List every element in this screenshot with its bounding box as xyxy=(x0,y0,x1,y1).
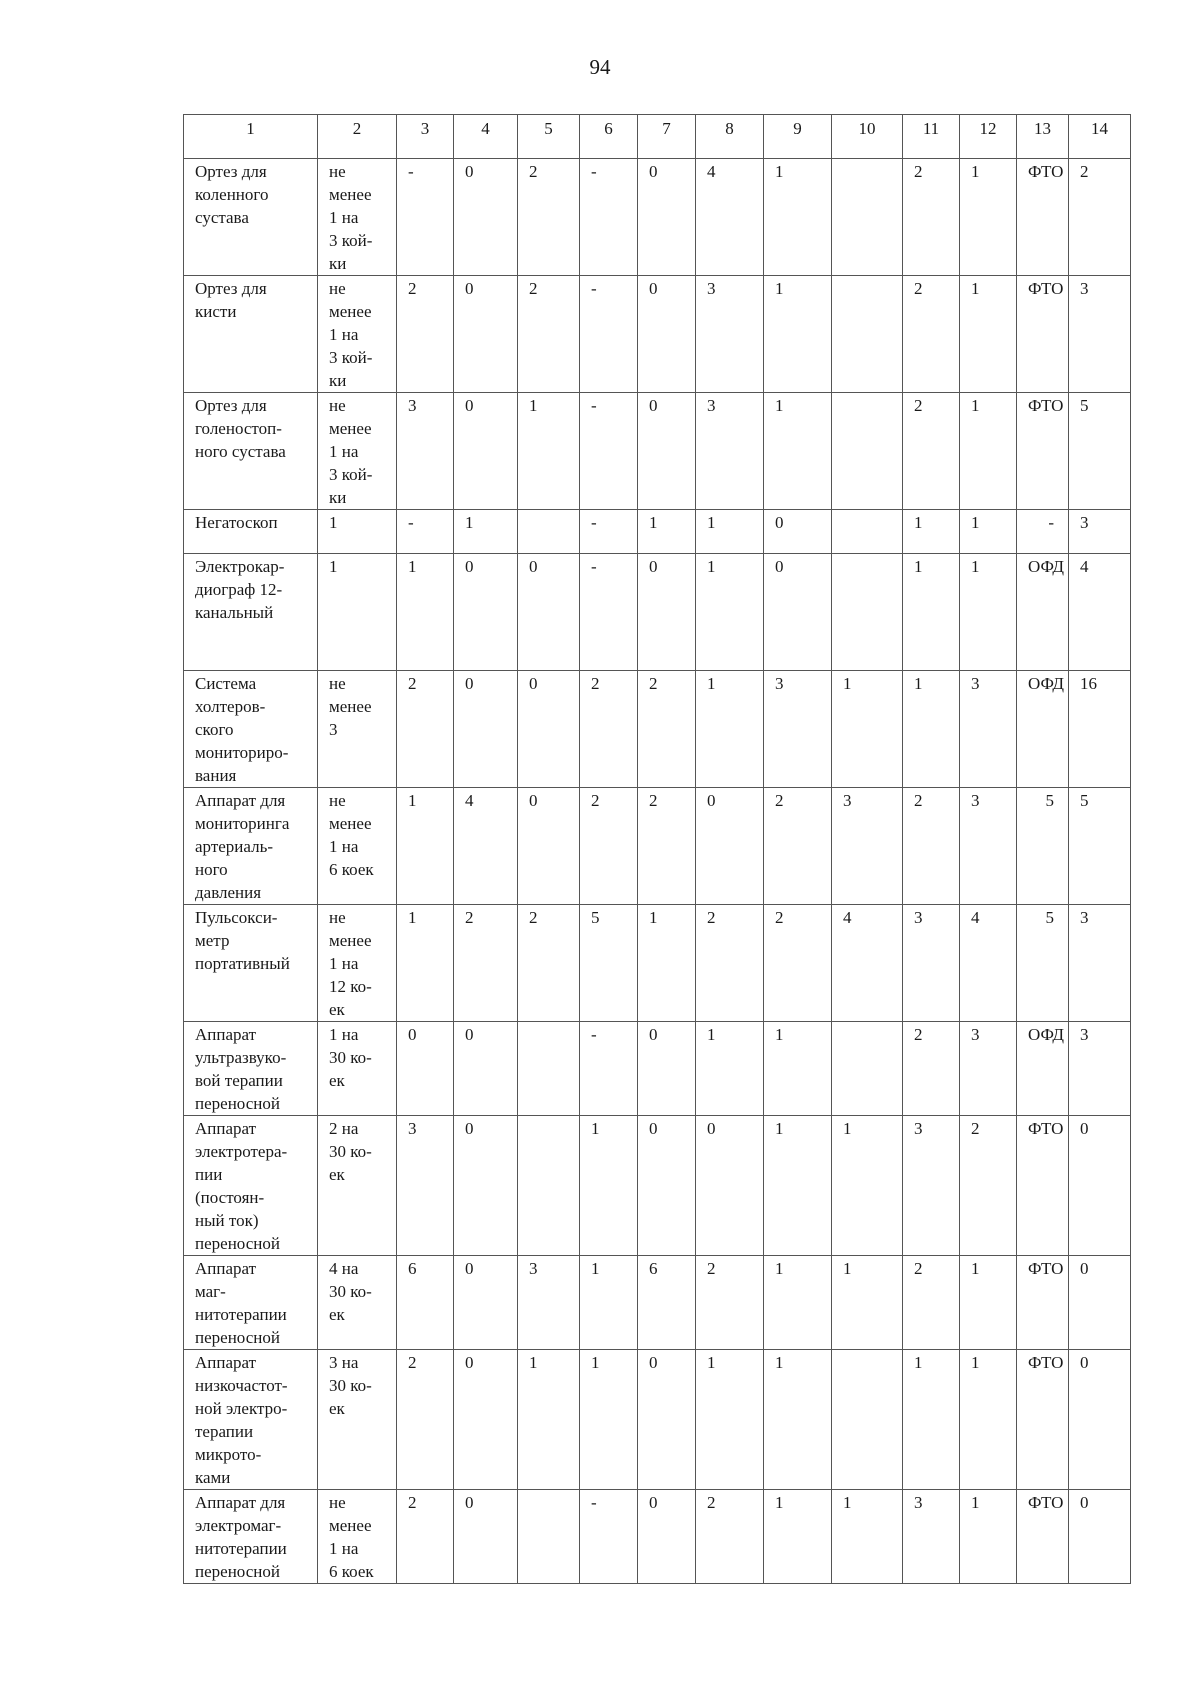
column-header: 12 xyxy=(960,115,1017,159)
table-cell: 0 xyxy=(696,788,764,905)
table-cell: 2 xyxy=(764,788,832,905)
table-cell: 2 xyxy=(960,1116,1017,1256)
table-cell: 2 xyxy=(454,905,518,1022)
table-cell: 1 xyxy=(960,159,1017,276)
table-cell: 1 xyxy=(903,554,960,671)
equipment-quantity: 3 на 30 ко- ек xyxy=(318,1350,397,1490)
table-cell: 1 xyxy=(960,276,1017,393)
table-cell: 3 xyxy=(903,1116,960,1256)
table-cell: 0 xyxy=(397,1022,454,1116)
table-cell: 0 xyxy=(518,788,580,905)
table-cell xyxy=(832,1350,903,1490)
table-cell: 2 xyxy=(696,905,764,1022)
table-cell: 2 xyxy=(903,788,960,905)
table-cell: 1 xyxy=(960,393,1017,510)
table-cell: 2 xyxy=(696,1490,764,1584)
table-cell: 1 xyxy=(518,1350,580,1490)
column-header: 3 xyxy=(397,115,454,159)
table-cell: 1 xyxy=(960,554,1017,671)
equipment-name: Система холтеров- ского мониториро- вания xyxy=(184,671,318,788)
table-cell: 0 xyxy=(638,554,696,671)
table-cell: 1 xyxy=(832,1256,903,1350)
column-header: 4 xyxy=(454,115,518,159)
table-cell: 1 xyxy=(764,1116,832,1256)
table-row xyxy=(184,276,1131,393)
table-cell: ОФД xyxy=(1017,671,1069,788)
equipment-name: Электрокар- диограф 12- канальный xyxy=(184,554,318,671)
table-cell: 0 xyxy=(454,276,518,393)
table-cell: 2 xyxy=(903,276,960,393)
table-cell: - xyxy=(397,510,454,554)
table-cell: 1 xyxy=(764,276,832,393)
table-cell: 3 xyxy=(1069,905,1131,1022)
table-cell: 1 xyxy=(696,671,764,788)
table-cell: 1 xyxy=(764,1490,832,1584)
table-cell: 0 xyxy=(1069,1350,1131,1490)
table-cell xyxy=(832,393,903,510)
table-cell: 0 xyxy=(638,393,696,510)
table-cell: 3 xyxy=(397,393,454,510)
table-cell: 0 xyxy=(638,1490,696,1584)
table-cell: - xyxy=(1017,510,1069,554)
equipment-quantity: 1 xyxy=(318,510,397,554)
column-header: 8 xyxy=(696,115,764,159)
equipment-name: Аппарат для мониторинга артериаль- ного давления xyxy=(184,788,318,905)
table-cell xyxy=(832,1022,903,1116)
table-cell: 1 xyxy=(764,1022,832,1116)
table-cell xyxy=(832,159,903,276)
equipment-quantity: не менее 1 на 3 кой- ки xyxy=(318,393,397,510)
page-number: 94 xyxy=(589,55,611,79)
table-cell: 3 xyxy=(696,393,764,510)
column-header: 11 xyxy=(903,115,960,159)
table-row xyxy=(184,554,1131,671)
column-header: 5 xyxy=(518,115,580,159)
table-cell: 5 xyxy=(1017,905,1069,1022)
table-cell: 1 xyxy=(764,1256,832,1350)
table-cell xyxy=(518,1022,580,1116)
table-cell: 2 xyxy=(903,393,960,510)
table-cell: 3 xyxy=(903,1490,960,1584)
table-cell: - xyxy=(580,393,638,510)
table-row xyxy=(184,788,1131,905)
table-cell xyxy=(518,510,580,554)
table-cell: - xyxy=(580,554,638,671)
table-header-row xyxy=(184,115,1131,159)
equipment-name: Негатоскоп xyxy=(184,510,318,554)
table-cell xyxy=(518,1490,580,1584)
table-cell: 0 xyxy=(696,1116,764,1256)
table-cell: 0 xyxy=(454,159,518,276)
equipment-quantity: не менее 1 на 12 ко- ек xyxy=(318,905,397,1022)
table-cell: 4 xyxy=(960,905,1017,1022)
table-cell: 0 xyxy=(638,276,696,393)
table-cell: 3 xyxy=(397,1116,454,1256)
column-header: 1 xyxy=(184,115,318,159)
table-row xyxy=(184,1116,1131,1256)
table-cell: 1 xyxy=(638,510,696,554)
table-cell: 0 xyxy=(454,1116,518,1256)
table-row xyxy=(184,1256,1131,1350)
table-cell: 3 xyxy=(903,905,960,1022)
table-cell: 2 xyxy=(397,1490,454,1584)
table-cell: 3 xyxy=(696,276,764,393)
table-cell: 1 xyxy=(960,1490,1017,1584)
table-cell: 1 xyxy=(903,1350,960,1490)
table-cell: 1 xyxy=(903,671,960,788)
table-cell: 6 xyxy=(397,1256,454,1350)
table-cell: 2 xyxy=(518,159,580,276)
table-cell: 5 xyxy=(1017,788,1069,905)
table-cell: 0 xyxy=(764,510,832,554)
table-cell: 1 xyxy=(397,554,454,671)
table-cell: 2 xyxy=(903,1022,960,1116)
table-cell: 1 xyxy=(764,393,832,510)
table-cell: 5 xyxy=(1069,788,1131,905)
table-cell: ФТО xyxy=(1017,159,1069,276)
table-row xyxy=(184,1022,1131,1116)
table-cell: 6 xyxy=(638,1256,696,1350)
table-cell: 0 xyxy=(1069,1256,1131,1350)
equipment-quantity: 1 xyxy=(318,554,397,671)
table-cell xyxy=(518,1116,580,1256)
equipment-name: Ортез для кисти xyxy=(184,276,318,393)
table-cell: 3 xyxy=(1069,510,1131,554)
table-cell: 2 xyxy=(580,671,638,788)
table-cell: 2 xyxy=(580,788,638,905)
equipment-name: Аппарат электротера- пии (постоян- ный ток) переносной xyxy=(184,1116,318,1256)
table-cell: 2 xyxy=(638,788,696,905)
column-header: 7 xyxy=(638,115,696,159)
table-cell: 1 xyxy=(518,393,580,510)
table-cell: 16 xyxy=(1069,671,1131,788)
table-cell: ОФД xyxy=(1017,1022,1069,1116)
equipment-quantity: не менее 1 на 3 кой- ки xyxy=(318,159,397,276)
column-header: 10 xyxy=(832,115,903,159)
column-header: 6 xyxy=(580,115,638,159)
table-cell: 2 xyxy=(518,276,580,393)
table-cell: 2 xyxy=(1069,159,1131,276)
table-cell: 0 xyxy=(454,1022,518,1116)
table-cell: 0 xyxy=(518,671,580,788)
table-cell: 2 xyxy=(397,276,454,393)
table-cell: 5 xyxy=(580,905,638,1022)
equipment-quantity: 2 на 30 ко- ек xyxy=(318,1116,397,1256)
table-cell: 0 xyxy=(638,1116,696,1256)
table-row xyxy=(184,393,1131,510)
equipment-table xyxy=(183,114,1131,1584)
table-cell: 3 xyxy=(960,671,1017,788)
table-cell: 2 xyxy=(764,905,832,1022)
equipment-name: Пульсокси- метр портативный xyxy=(184,905,318,1022)
table-cell: 0 xyxy=(454,554,518,671)
equipment-name: Аппарат маг- нитотерапии переносной xyxy=(184,1256,318,1350)
equipment-quantity: не менее 3 xyxy=(318,671,397,788)
table-cell: 4 xyxy=(1069,554,1131,671)
table-cell: 4 xyxy=(696,159,764,276)
table-cell: 0 xyxy=(454,1256,518,1350)
table-cell: 3 xyxy=(1069,1022,1131,1116)
column-header: 9 xyxy=(764,115,832,159)
table-cell: ФТО xyxy=(1017,393,1069,510)
table-row xyxy=(184,671,1131,788)
table-cell: 1 xyxy=(696,1350,764,1490)
table-cell: 3 xyxy=(518,1256,580,1350)
table-cell: 3 xyxy=(1069,276,1131,393)
table-cell: 2 xyxy=(696,1256,764,1350)
table-cell: 1 xyxy=(764,159,832,276)
table-cell: 0 xyxy=(638,1350,696,1490)
table-cell: 1 xyxy=(960,1256,1017,1350)
table-cell: 2 xyxy=(518,905,580,1022)
table-cell: 0 xyxy=(518,554,580,671)
table-cell: 0 xyxy=(454,1350,518,1490)
table-cell: 0 xyxy=(454,1490,518,1584)
table-cell: 3 xyxy=(960,788,1017,905)
table-cell: 0 xyxy=(454,393,518,510)
table-cell: 1 xyxy=(580,1256,638,1350)
table-row xyxy=(184,905,1131,1022)
table-row xyxy=(184,1490,1131,1584)
table-cell: 1 xyxy=(696,554,764,671)
column-header: 2 xyxy=(318,115,397,159)
table-cell: 1 xyxy=(696,510,764,554)
table-cell: 1 xyxy=(397,788,454,905)
equipment-quantity: не менее 1 на 6 коек xyxy=(318,1490,397,1584)
table-cell: 0 xyxy=(1069,1490,1131,1584)
table-cell: ФТО xyxy=(1017,1256,1069,1350)
table-cell: 5 xyxy=(1069,393,1131,510)
table-cell: 1 xyxy=(832,671,903,788)
table-cell: 0 xyxy=(638,159,696,276)
table-cell: 0 xyxy=(454,671,518,788)
table-cell: - xyxy=(580,276,638,393)
equipment-name: Аппарат ультразвуко- вой терапии переносной xyxy=(184,1022,318,1116)
table-cell: ФТО xyxy=(1017,1490,1069,1584)
equipment-quantity: 4 на 30 ко- ек xyxy=(318,1256,397,1350)
table-cell: - xyxy=(397,159,454,276)
table-cell: 2 xyxy=(638,671,696,788)
equipment-name: Ортез для голеностоп- ного сустава xyxy=(184,393,318,510)
equipment-name: Ортез для коленного сустава xyxy=(184,159,318,276)
equipment-name: Аппарат низкочастот- ной электро- терапии микрото- ками xyxy=(184,1350,318,1490)
table-cell xyxy=(832,554,903,671)
table-cell: 1 xyxy=(960,1350,1017,1490)
table-cell: 2 xyxy=(397,1350,454,1490)
table-cell: - xyxy=(580,1022,638,1116)
equipment-name: Аппарат для электромаг- нитотерапии переносной xyxy=(184,1490,318,1584)
equipment-quantity: не менее 1 на 3 кой- ки xyxy=(318,276,397,393)
table-cell: 2 xyxy=(903,1256,960,1350)
table-cell: 1 xyxy=(832,1490,903,1584)
table-cell: 3 xyxy=(960,1022,1017,1116)
table-row xyxy=(184,1350,1131,1490)
table-cell: 4 xyxy=(454,788,518,905)
table-cell: 1 xyxy=(903,510,960,554)
column-header: 14 xyxy=(1069,115,1131,159)
table-cell: 1 xyxy=(580,1116,638,1256)
table-cell: 1 xyxy=(580,1350,638,1490)
table-cell: - xyxy=(580,159,638,276)
table-cell: 1 xyxy=(960,510,1017,554)
table-cell: ФТО xyxy=(1017,1116,1069,1256)
equipment-quantity: не менее 1 на 6 коек xyxy=(318,788,397,905)
table-cell: 0 xyxy=(764,554,832,671)
table-cell: 1 xyxy=(832,1116,903,1256)
table-cell: - xyxy=(580,1490,638,1584)
table-cell: 1 xyxy=(454,510,518,554)
table-cell: 1 xyxy=(764,1350,832,1490)
table-cell: ФТО xyxy=(1017,1350,1069,1490)
table-cell: 1 xyxy=(397,905,454,1022)
table-cell: 1 xyxy=(696,1022,764,1116)
table-cell: ОФД xyxy=(1017,554,1069,671)
equipment-quantity: 1 на 30 ко- ек xyxy=(318,1022,397,1116)
table-cell: 1 xyxy=(638,905,696,1022)
table-cell: 2 xyxy=(397,671,454,788)
table-cell: 4 xyxy=(832,905,903,1022)
table-cell: 0 xyxy=(638,1022,696,1116)
table-cell: 2 xyxy=(903,159,960,276)
table-cell xyxy=(832,276,903,393)
table-cell: ФТО xyxy=(1017,276,1069,393)
table-cell: 3 xyxy=(832,788,903,905)
table-cell xyxy=(832,510,903,554)
table-cell: 0 xyxy=(1069,1116,1131,1256)
table-cell: - xyxy=(580,510,638,554)
table-row xyxy=(184,159,1131,276)
table-row xyxy=(184,510,1131,554)
column-header: 13 xyxy=(1017,115,1069,159)
table-cell: 3 xyxy=(764,671,832,788)
